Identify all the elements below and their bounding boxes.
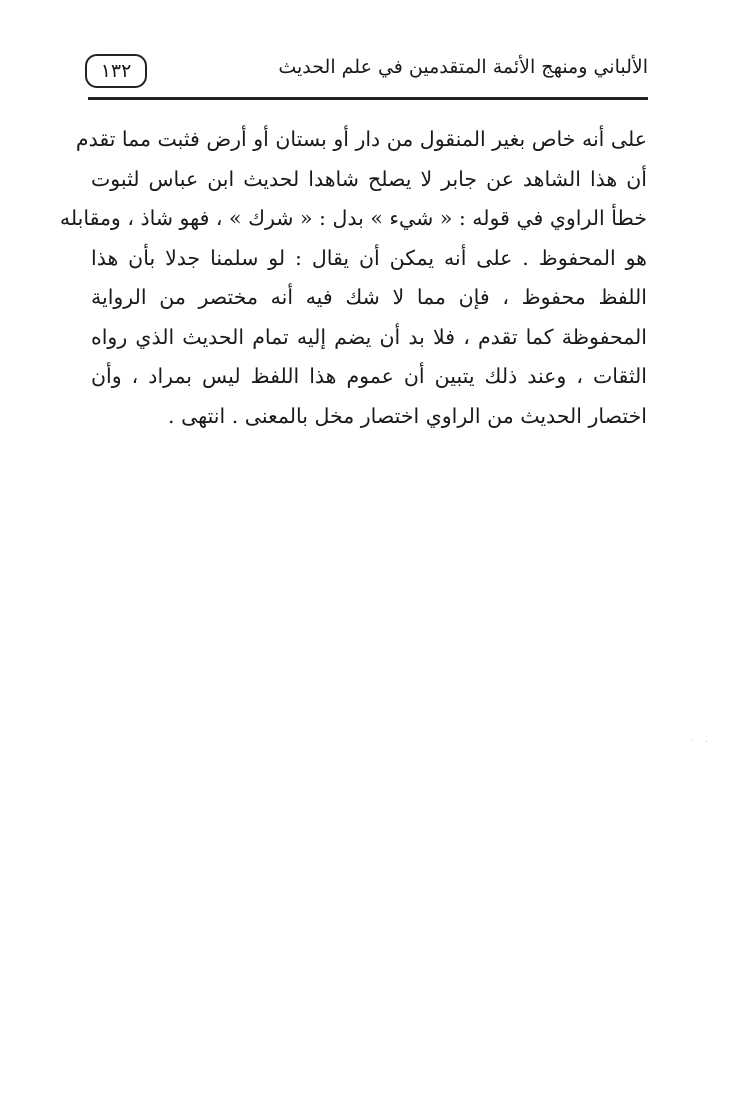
text-line: خطأ الراوي في قوله : « شيء » بدل : « شرك » ، فهو شاذ ، ومقابله bbox=[59, 206, 647, 230]
page-header bbox=[88, 44, 648, 100]
text-line: هو المحفوظ . على أنه يمكن أن يقال : لو سلمنا جدلا بأن هذا bbox=[91, 245, 647, 270]
text-line: أن هذا الشاهد عن جابر لا يصلح شاهدا لحديث ابن عباس لثبوت bbox=[91, 166, 647, 191]
body-paragraph bbox=[59, 120, 647, 436]
scan-specks bbox=[690, 735, 710, 745]
text-line: الثقات ، وعند ذلك يتبين أن عموم هذا اللفظ ليس بمراد ، وأن bbox=[91, 364, 647, 388]
text-line: اختصار الحديث من الراوي اختصار مخل بالمعنى . انتهى . bbox=[168, 403, 647, 428]
text-line: اللفظ محفوظ ، فإن مما لا شك فيه أنه مختصر من الرواية bbox=[91, 285, 647, 309]
page-number: ١٣٢ bbox=[85, 54, 147, 88]
running-title: الألباني ومنهج الأئمة المتقدمين في علم الحديث bbox=[278, 56, 648, 78]
text-line: على أنه خاص بغير المنقول من دار أو بستان أو أرض فثبت مما تقدم bbox=[75, 127, 647, 151]
text-line: المحفوظة كما تقدم ، فلا بد أن يضم إليه تمام الحديث الذي رواه bbox=[91, 324, 647, 349]
header-divider bbox=[88, 97, 648, 100]
